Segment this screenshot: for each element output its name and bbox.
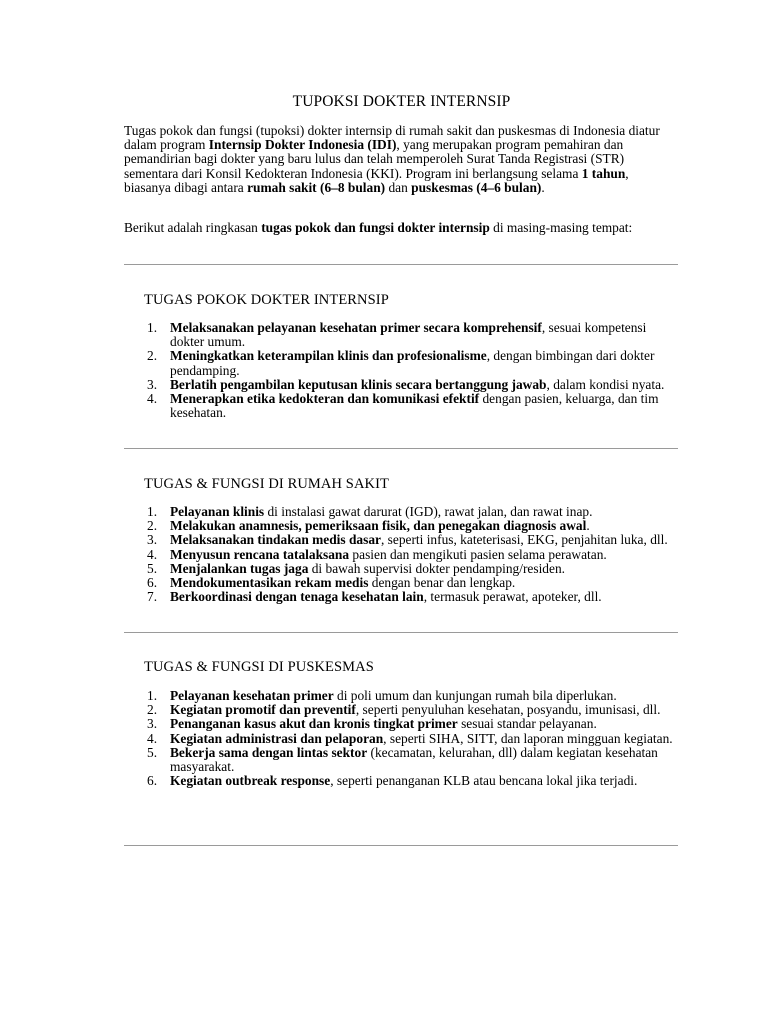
list-item — [147, 518, 680, 534]
list-number: 4. — [147, 546, 158, 562]
item-text: , seperti penanganan KLB atau bencana lokal jika terjadi. — [330, 773, 638, 789]
item-text: pasien dan mengikuti pasien selama perawatan. — [349, 546, 607, 562]
section-heading-puskesmas: TUGAS & FUNGSI DI PUSKESMAS — [144, 659, 374, 675]
list-number: 2. — [147, 702, 158, 718]
item-bold: Bekerja sama dengan lintas sektor — [170, 744, 368, 760]
list-number: 1. — [147, 320, 158, 335]
item-bold: Berkoordinasi dengan tenaga kesehatan lain — [170, 589, 424, 605]
item-bold: Menjalankan tugas jaga — [170, 560, 309, 576]
item-bold: Meningkatkan keterampilan klinis dan profesionalisme — [170, 348, 487, 364]
intro-bold: rumah sakit (6–8 bulan) — [247, 179, 386, 195]
item-bold: Menerapkan etika kedokteran dan komunikasi efektif — [170, 391, 480, 407]
list-number: 3. — [147, 532, 158, 548]
tugas-pokok-list — [147, 320, 680, 421]
item-bold: Pelayanan klinis — [170, 504, 265, 519]
list-number: 7. — [147, 589, 158, 605]
item-bold: Pelayanan kesehatan primer — [170, 688, 334, 703]
item-bold: Melaksanakan pelayanan kesehatan primer secara komprehensif — [170, 320, 542, 335]
list-item — [147, 716, 680, 732]
intro-text: , biasanya dibagi antara — [124, 165, 629, 195]
list-number: 2. — [147, 348, 158, 364]
item-text: di poli umum dan kunjungan rumah bila diperlukan. — [333, 688, 617, 703]
item-bold: Menyusun rencana tatalaksana — [170, 546, 350, 562]
item-text: , dalam kondisi nyata. — [546, 376, 665, 392]
intro-bold: puskesmas (4–6 bulan) — [411, 179, 542, 195]
section-divider — [124, 632, 678, 633]
item-text: . — [586, 518, 590, 534]
item-text: , seperti penyuluhan kesehatan, posyandu, imunisasi, dll. — [355, 702, 661, 718]
item-bold: Mendokumentasikan rekam medis — [170, 575, 369, 591]
list-item — [147, 702, 680, 718]
list-item — [147, 688, 680, 703]
section-heading-tugas-pokok: TUGAS POKOK DOKTER INTERNSIP — [144, 292, 389, 308]
list-item — [147, 348, 680, 378]
section-divider — [124, 264, 678, 265]
intro-text: dan — [385, 179, 412, 195]
list-item — [147, 773, 680, 789]
list-number: 1. — [147, 688, 158, 703]
list-number: 6. — [147, 575, 158, 591]
item-bold: Kegiatan administrasi dan pelaporan — [170, 730, 384, 746]
intro-paragraph — [124, 124, 664, 195]
item-text: , dengan bimbingan dari dokter pendamping. — [170, 348, 655, 378]
list-number: 4. — [147, 730, 158, 746]
item-text: , seperti infus, kateterisasi, EKG, penjahitan luka, dll. — [380, 532, 668, 548]
list-item — [147, 575, 680, 591]
item-text: , sesuai kompetensi dokter umum. — [170, 320, 647, 350]
intro-bold: 1 tahun — [581, 165, 626, 181]
item-text: di bawah supervisi dokter pendamping/residen. — [308, 560, 565, 576]
item-bold: Kegiatan promotif dan preventif — [170, 702, 356, 718]
list-number: 1. — [147, 504, 158, 519]
summary-bold: tugas pokok dan fungsi dokter internsip — [261, 220, 490, 235]
document-title: TUPOKSI DOKTER INTERNSIP — [292, 93, 511, 110]
list-item — [147, 560, 680, 576]
list-item — [147, 504, 680, 519]
list-item — [147, 391, 680, 421]
item-text: , termasuk perawat, apoteker, dll. — [423, 589, 602, 605]
list-number: 3. — [147, 376, 158, 392]
section-divider — [124, 845, 678, 846]
list-number: 2. — [147, 518, 158, 534]
summary-text: Berikut adalah ringkasan — [124, 220, 262, 235]
item-bold: Penanganan kasus akut dan kronis tingkat primer — [170, 716, 458, 732]
list-number: 6. — [147, 773, 158, 789]
item-bold: Berlatih pengambilan keputusan klinis secara bertanggung jawab — [170, 376, 547, 392]
intro-bold: Internsip Dokter Indonesia (IDI) — [208, 137, 397, 153]
puskesmas-list — [147, 688, 680, 789]
list-item — [147, 730, 680, 746]
item-text: (kecamatan, kelurahan, dll) dalam kegiatan kesehatan masyarakat. — [170, 744, 658, 775]
intro-text: Tugas pokok dan fungsi (tupoksi) dokter internsip di rumah sakit dan puskesmas di Indonesia diatur dalam program — [124, 123, 660, 153]
list-number: 5. — [147, 744, 158, 760]
summary-paragraph — [124, 221, 664, 235]
item-text: sesuai standar pelayanan. — [457, 716, 597, 732]
list-number: 4. — [147, 391, 158, 407]
list-item — [147, 589, 680, 605]
list-number: 3. — [147, 716, 158, 732]
item-text: dengan pasien, keluarga, dan tim kesehatan. — [170, 391, 659, 421]
item-text: , seperti SIHA, SITT, dan laporan mingguan kegiatan. — [383, 730, 673, 746]
item-text: dengan benar dan lengkap. — [368, 575, 516, 591]
section-divider — [124, 448, 678, 449]
list-item — [147, 376, 680, 392]
intro-text: . — [541, 179, 545, 195]
list-number: 5. — [147, 560, 158, 576]
item-text: di instalasi gawat darurat (IGD), rawat jalan, dan rawat inap. — [264, 504, 593, 519]
list-item — [147, 532, 680, 548]
item-bold: Kegiatan outbreak response — [170, 773, 331, 789]
summary-text: di masing-masing tempat: — [489, 220, 633, 235]
section-heading-rumah-sakit: TUGAS & FUNGSI DI RUMAH SAKIT — [144, 476, 389, 492]
list-item — [147, 744, 680, 775]
intro-text: , yang merupakan program pemahiran dan pemandirian bagi dokter yang baru lulus dan telah memperoleh Surat Tanda Registrasi (STR) sementara dari Konsil Kedokteran Indonesia (KKI). Program ini berlangsung selama — [124, 137, 625, 181]
item-bold: Melaksanakan tindakan medis dasar — [170, 532, 381, 548]
list-item — [147, 546, 680, 562]
list-item — [147, 320, 680, 350]
rumah-sakit-list — [147, 504, 680, 605]
item-bold: Melakukan anamnesis, pemeriksaan fisik, dan penegakan diagnosis awal — [170, 518, 587, 534]
